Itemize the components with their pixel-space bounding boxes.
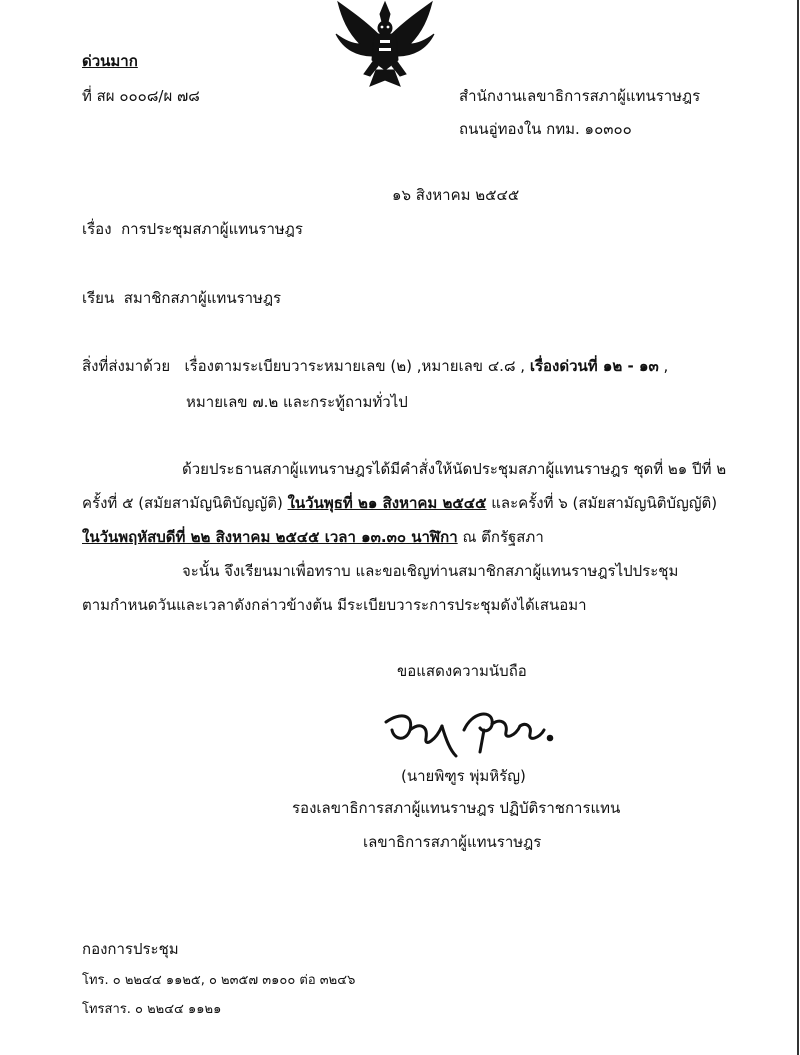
addressee-line (82, 289, 281, 307)
enclosures-line (82, 357, 668, 375)
office-name: สำนักงานเลขาธิการสภาผู้แทนราษฎร (459, 87, 701, 105)
meeting-venue: ณ ตึกรัฐสภา (457, 528, 544, 546)
body-paragraph (82, 452, 782, 622)
meeting-date-1: ในวันพุธที่ ๒๑ สิงหาคม ๒๕๔๕ (287, 494, 487, 512)
subject-line (82, 220, 303, 238)
body-line-5: ตามกำหนดวันและเวลาดังกล่าวข้างต้น มีระเบียบวาระการประชุมดังได้เสนอมา (82, 596, 587, 614)
body-line-2 (82, 486, 782, 520)
document-date: ๑๖ สิงหาคม ๒๕๔๕ (392, 186, 520, 204)
footer-department: กองการประชุม (82, 940, 179, 958)
garuda-emblem-icon (330, 0, 440, 90)
addressee-text: สมาชิกสภาผู้แทนราษฎร (123, 289, 282, 307)
signature-icon (380, 700, 560, 760)
body-line-2a: ครั้งที่ ๕ (สมัยสามัญนิติบัญญัติ) (82, 494, 288, 512)
document-number: ที่ สผ ๐๐๐๘/ผ ๗๘ (82, 87, 200, 105)
subject-label: เรื่อง (82, 220, 112, 238)
signatory-title-2: เลขาธิการสภาผู้แทนราษฎร (363, 833, 542, 851)
addressee-label: เรียน (82, 289, 115, 307)
enclosures-part1: เรื่องตามระเบียบวาระหมายเลข (๒) ,หมายเลข ๔.๘ , (184, 357, 526, 375)
enclosures-urgent-items: เรื่องด่วนที่ ๑๒ - ๑๓ (529, 357, 659, 375)
enclosures-part2: , (658, 357, 669, 375)
enclosures-label: สิ่งที่ส่งมาด้วย (82, 357, 171, 375)
body-line-1: ด้วยประธานสภาผู้แทนราษฎรได้มีคำสั่งให้นัดประชุมสภาผู้แทนราษฎร ชุดที่ ๒๑ ปีที่ ๒ (182, 460, 727, 478)
urgent-label: ด่วนมาก (82, 52, 138, 70)
signatory-name: (นายพิฑูร พุ่มหิรัญ) (401, 767, 526, 785)
footer-fax: โทรสาร. ๐ ๒๒๔๔ ๑๑๒๑ (82, 1002, 222, 1017)
page-edge (797, 0, 799, 1055)
body-line-4: จะนั้น จึงเรียนมาเพื่อทราบ และขอเชิญท่านสมาชิกสภาผู้แทนราษฎรไปประชุม (182, 562, 679, 580)
meeting-date-2: ในวันพฤหัสบดีที่ ๒๒ สิงหาคม ๒๕๔๕ เวลา ๑๓.๓๐ นาฬิกา (82, 528, 458, 546)
subject-text: การประชุมสภาผู้แทนราษฎร (121, 220, 303, 238)
body-line-3 (82, 520, 782, 554)
body-line-2c: และครั้งที่ ๖ (สมัยสามัญนิติบัญญัติ) (486, 494, 718, 512)
closing-salutation: ขอแสดงความนับถือ (397, 662, 527, 680)
enclosures-line2: หมายเลข ๗.๒ และกระทู้ถามทั่วไป (186, 393, 408, 411)
signatory-title-1: รองเลขาธิการสภาผู้แทนราษฎร ปฏิบัติราชการแทน (292, 799, 621, 817)
footer-phone: โทร. ๐ ๒๒๔๔ ๑๑๒๕, ๐ ๒๓๕๗ ๓๑๐๐ ต่อ ๓๒๔๖ (82, 973, 356, 988)
office-address: ถนนอู่ทองใน กทม. ๑๐๓๐๐ (459, 120, 632, 138)
